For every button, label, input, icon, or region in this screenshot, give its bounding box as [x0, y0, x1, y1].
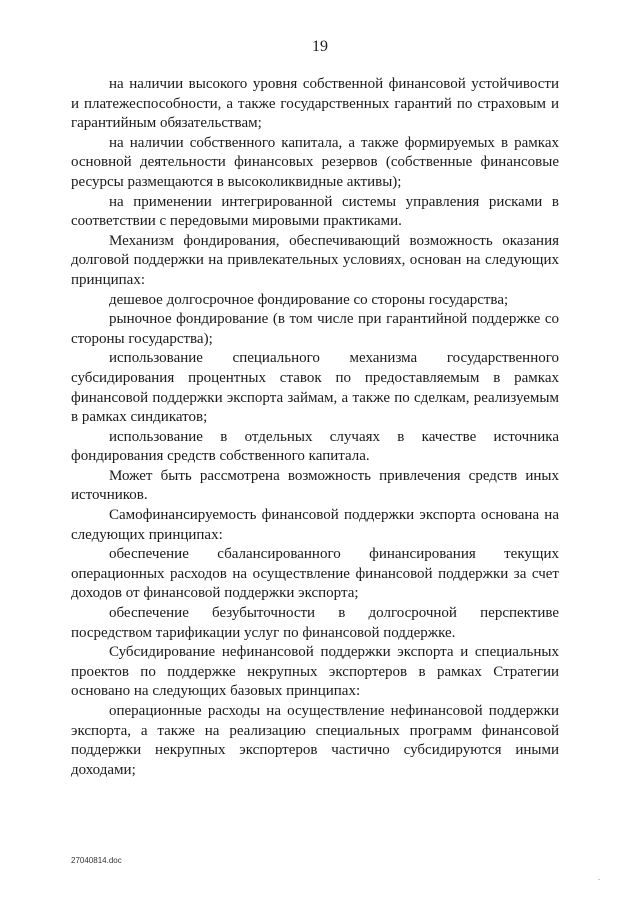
paragraph: операционные расходы на осуществление нефинансовой поддержки экспорта, а также на реализацию специальных программ финансовой поддержки некрупных экспортеров частично субсидируются иными доходами;: [71, 703, 559, 778]
paragraph: использование в отдельных случаях в качестве источника фондирования средств собственного капитала.: [71, 428, 559, 465]
paragraph: Может быть рассмотрена возможность привлечения средств иных источников.: [71, 467, 559, 504]
paragraph: дешевое долгосрочное фондирование со стороны государства;: [109, 291, 509, 308]
paragraph: использование специального механизма государственного субсидирования процентных ставок по предоставляемым в рамках финансовой поддержки экспорта займам, а также по сделкам, реализуемым в рамках синдикатов;: [71, 350, 559, 426]
paragraph: обеспечение сбалансированного финансирования текущих операционных расходов на осуществление финансовой поддержки за счет доходов от финансовой поддержки экспорта;: [71, 546, 559, 602]
footer-filename: 27040814.doc: [71, 856, 122, 865]
body-text: [71, 75, 559, 780]
paragraph: рыночное фондирование (в том числе при гарантийной поддержке со стороны государства);: [71, 311, 559, 347]
paragraph: Механизм фондирования, обеспечивающий возможность оказания долговой поддержки на привлекательных условиях, основан на следующих принципах:: [71, 232, 559, 288]
paragraph: обеспечение безубыточности в долгосрочной перспективе посредством тарификации услуг по финансовой поддержке.: [71, 605, 559, 641]
paragraph: Самофинансируемость финансовой поддержки экспорта основана на следующих принципах:: [71, 507, 559, 543]
paragraph: на наличии высокого уровня собственной финансовой устойчивости и платежеспособности, а также государственных гарантий по страховым и гарантийным обязательствам;: [71, 76, 559, 132]
paragraph: на наличии собственного капитала, а также формируемых в рамках основной деятельности финансовых резервов (собственные финансовые ресурсы размещаются в высоколиквидные активы);: [71, 134, 559, 190]
corner-mark: .: [598, 873, 601, 882]
paragraph: Субсидирование нефинансовой поддержки экспорта и специальных проектов по поддержке некрупных экспортеров в рамках Стратегии основано на следующих базовых принципах:: [71, 644, 559, 700]
paragraph: на применении интегрированной системы управления рисками в соответствии с передовыми мировыми практиками.: [71, 193, 559, 230]
page-number: 19: [312, 38, 328, 55]
